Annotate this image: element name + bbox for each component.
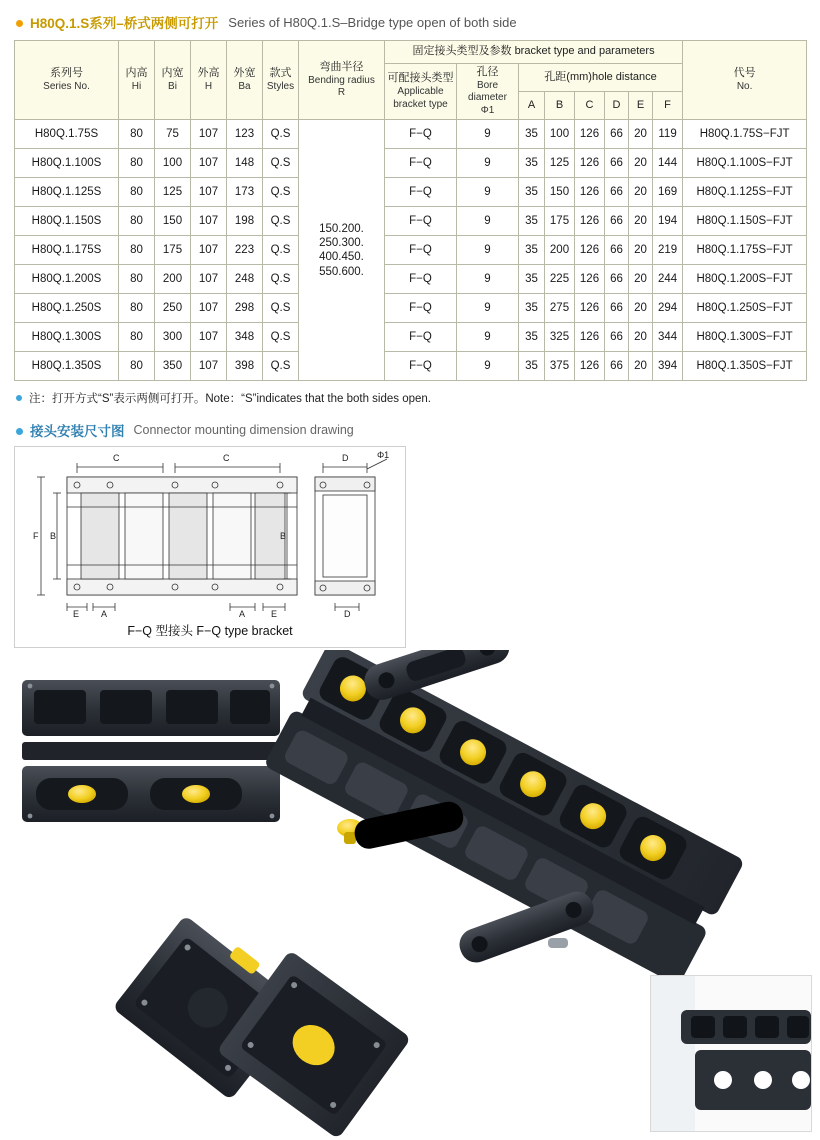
cell-series: H80Q.1.350S bbox=[15, 352, 119, 381]
th-e: E bbox=[629, 92, 653, 120]
th-series-en: Series No. bbox=[43, 80, 90, 92]
cell-b: 100 bbox=[545, 120, 575, 149]
cell-styles: Q.S bbox=[263, 236, 299, 265]
chain-segment-flat bbox=[22, 680, 280, 822]
th-bi bbox=[155, 41, 191, 120]
table-row bbox=[15, 323, 807, 352]
th-no-cn: 代号 bbox=[733, 67, 756, 79]
cell-d: 66 bbox=[605, 178, 629, 207]
th-bore-en: Bore diameter bbox=[468, 79, 507, 104]
cell-hi: 80 bbox=[119, 352, 155, 381]
bullet-icon bbox=[16, 20, 23, 27]
cell-ba: 223 bbox=[227, 236, 263, 265]
cell-styles: Q.S bbox=[263, 178, 299, 207]
cell-styles: Q.S bbox=[263, 149, 299, 178]
dim-label-e-left: E bbox=[73, 609, 80, 620]
cell-e: 20 bbox=[629, 178, 653, 207]
cell-bore: 9 bbox=[457, 207, 519, 236]
cell-series: H80Q.1.150S bbox=[15, 207, 119, 236]
th-bi-en: Bi bbox=[168, 80, 177, 92]
cell-bracket: F−Q bbox=[385, 149, 457, 178]
cell-a: 35 bbox=[519, 265, 545, 294]
bend-line-3: 400.450. bbox=[319, 251, 364, 264]
cell-bi: 350 bbox=[155, 352, 191, 381]
th-no-en: No. bbox=[736, 80, 753, 92]
cell-no: H80Q.1.200S−FJT bbox=[683, 265, 807, 294]
cell-hi: 80 bbox=[119, 265, 155, 294]
cell-bore: 9 bbox=[457, 323, 519, 352]
cell-bore: 9 bbox=[457, 236, 519, 265]
cell-styles: Q.S bbox=[263, 294, 299, 323]
cell-f: 344 bbox=[653, 323, 683, 352]
cell-bore: 9 bbox=[457, 120, 519, 149]
cell-bracket: F−Q bbox=[385, 323, 457, 352]
th-bend-r: R bbox=[337, 87, 346, 98]
cell-ba: 123 bbox=[227, 120, 263, 149]
dim-label-d-top: D bbox=[342, 453, 349, 464]
cell-bore: 9 bbox=[457, 149, 519, 178]
cell-d: 66 bbox=[605, 352, 629, 381]
th-hole-cn: 孔距(mm) bbox=[544, 70, 592, 83]
bullet-icon bbox=[16, 428, 23, 435]
th-bore-phi: Φ1 bbox=[480, 104, 495, 116]
th-series bbox=[15, 41, 119, 120]
cell-bracket: F−Q bbox=[385, 294, 457, 323]
cell-bi: 250 bbox=[155, 294, 191, 323]
cell-e: 20 bbox=[629, 352, 653, 381]
cell-bracket: F−Q bbox=[385, 236, 457, 265]
cell-c: 126 bbox=[575, 294, 605, 323]
table-head bbox=[15, 41, 807, 120]
th-hole-en: hole distance bbox=[591, 70, 657, 83]
cell-hi: 80 bbox=[119, 236, 155, 265]
th-hi-en: Hi bbox=[131, 80, 142, 92]
cell-h: 107 bbox=[191, 149, 227, 178]
cell-b: 175 bbox=[545, 207, 575, 236]
dim-label-d-bottom: D bbox=[344, 609, 351, 620]
th-bi-cn: 内宽 bbox=[161, 67, 184, 79]
cell-c: 126 bbox=[575, 323, 605, 352]
th-styles bbox=[263, 41, 299, 120]
table-row bbox=[15, 265, 807, 294]
dim-label-a-left: A bbox=[101, 609, 108, 620]
dim-label-c-right: C bbox=[223, 453, 230, 464]
inset-illustration bbox=[651, 976, 811, 1131]
cell-d: 66 bbox=[605, 120, 629, 149]
th-h bbox=[191, 41, 227, 120]
th-c: C bbox=[575, 92, 605, 120]
cell-hi: 80 bbox=[119, 149, 155, 178]
title-chinese: H80Q.1.S系列–桥式两侧可打开 bbox=[30, 16, 219, 31]
cell-bi: 200 bbox=[155, 265, 191, 294]
cell-bracket: F−Q bbox=[385, 352, 457, 381]
cell-h: 107 bbox=[191, 207, 227, 236]
cell-ba: 398 bbox=[227, 352, 263, 381]
cell-a: 35 bbox=[519, 120, 545, 149]
cell-bore: 9 bbox=[457, 178, 519, 207]
cell-f: 169 bbox=[653, 178, 683, 207]
cell-h: 107 bbox=[191, 294, 227, 323]
th-bracket-group bbox=[385, 41, 683, 64]
cell-d: 66 bbox=[605, 207, 629, 236]
cell-b: 150 bbox=[545, 178, 575, 207]
th-a: A bbox=[519, 92, 545, 120]
cell-bracket: F−Q bbox=[385, 178, 457, 207]
th-bend-cn: 弯曲半径 bbox=[319, 60, 364, 73]
th-no bbox=[683, 41, 807, 120]
cell-a: 35 bbox=[519, 149, 545, 178]
th-bracket-group-en: bracket type and parameters bbox=[514, 45, 655, 58]
cell-bracket: F−Q bbox=[385, 207, 457, 236]
cell-a: 35 bbox=[519, 178, 545, 207]
th-bracket-type-en: Applicable bracket type bbox=[393, 86, 448, 110]
cell-e: 20 bbox=[629, 149, 653, 178]
cell-series: H80Q.1.200S bbox=[15, 265, 119, 294]
section2-title-en: Connector mounting dimension drawing bbox=[133, 423, 354, 438]
table-row bbox=[15, 294, 807, 323]
cell-series: H80Q.1.250S bbox=[15, 294, 119, 323]
cell-h: 107 bbox=[191, 178, 227, 207]
cell-e: 20 bbox=[629, 207, 653, 236]
cell-c: 126 bbox=[575, 207, 605, 236]
cell-b: 225 bbox=[545, 265, 575, 294]
cell-bi: 100 bbox=[155, 149, 191, 178]
chain-link-plate bbox=[360, 650, 514, 704]
page-title bbox=[0, 0, 820, 40]
cell-styles: Q.S bbox=[263, 207, 299, 236]
cell-e: 20 bbox=[629, 323, 653, 352]
title-english: Series of H80Q.1.S–Bridge type open of both side bbox=[228, 14, 517, 30]
connector-drawing bbox=[14, 446, 406, 648]
cell-f: 119 bbox=[653, 120, 683, 149]
cell-bending-radius bbox=[299, 120, 385, 381]
th-b: B bbox=[545, 92, 575, 120]
cell-no: H80Q.1.300S−FJT bbox=[683, 323, 807, 352]
cell-bi: 75 bbox=[155, 120, 191, 149]
cell-c: 126 bbox=[575, 265, 605, 294]
cell-c: 126 bbox=[575, 352, 605, 381]
cell-ba: 148 bbox=[227, 149, 263, 178]
th-hole-distance-group bbox=[519, 64, 683, 92]
cell-c: 126 bbox=[575, 178, 605, 207]
cell-b: 325 bbox=[545, 323, 575, 352]
cell-a: 35 bbox=[519, 352, 545, 381]
cell-c: 126 bbox=[575, 120, 605, 149]
th-h-cn: 外高 bbox=[197, 67, 220, 79]
small-part bbox=[548, 938, 568, 948]
cell-d: 66 bbox=[605, 236, 629, 265]
cell-f: 294 bbox=[653, 294, 683, 323]
th-ba-cn: 外宽 bbox=[233, 67, 256, 79]
th-bore-cn: 孔径 bbox=[476, 66, 499, 78]
th-styles-cn: 款式 bbox=[269, 67, 292, 79]
cell-ba: 298 bbox=[227, 294, 263, 323]
cell-f: 194 bbox=[653, 207, 683, 236]
cell-ba: 198 bbox=[227, 207, 263, 236]
th-bracket-type bbox=[385, 64, 457, 120]
cell-hi: 80 bbox=[119, 207, 155, 236]
cell-d: 66 bbox=[605, 294, 629, 323]
table-row bbox=[15, 352, 807, 381]
cell-no: H80Q.1.250S−FJT bbox=[683, 294, 807, 323]
cell-no: H80Q.1.175S−FJT bbox=[683, 236, 807, 265]
product-photo-area bbox=[0, 650, 820, 1140]
cell-styles: Q.S bbox=[263, 323, 299, 352]
cell-b: 200 bbox=[545, 236, 575, 265]
cell-a: 35 bbox=[519, 207, 545, 236]
cell-bracket: F−Q bbox=[385, 265, 457, 294]
cell-bi: 150 bbox=[155, 207, 191, 236]
cell-d: 66 bbox=[605, 265, 629, 294]
cell-series: H80Q.1.100S bbox=[15, 149, 119, 178]
table-row bbox=[15, 236, 807, 265]
cell-series: H80Q.1.175S bbox=[15, 236, 119, 265]
cell-hi: 80 bbox=[119, 294, 155, 323]
cell-a: 35 bbox=[519, 323, 545, 352]
th-hi-cn: 内高 bbox=[125, 67, 148, 79]
cell-no: H80Q.1.75S−FJT bbox=[683, 120, 807, 149]
cell-b: 125 bbox=[545, 149, 575, 178]
cell-bi: 300 bbox=[155, 323, 191, 352]
cell-h: 107 bbox=[191, 265, 227, 294]
cell-bore: 9 bbox=[457, 352, 519, 381]
inset-photo bbox=[650, 975, 812, 1132]
th-styles-en: Styles bbox=[266, 80, 295, 92]
cell-bracket: F−Q bbox=[385, 120, 457, 149]
table-body bbox=[15, 120, 807, 381]
bend-line-1: 150.200. bbox=[319, 222, 364, 235]
cell-h: 107 bbox=[191, 120, 227, 149]
cell-f: 219 bbox=[653, 236, 683, 265]
cell-series: H80Q.1.125S bbox=[15, 178, 119, 207]
cell-f: 394 bbox=[653, 352, 683, 381]
cell-f: 144 bbox=[653, 149, 683, 178]
cell-ba: 248 bbox=[227, 265, 263, 294]
cell-a: 35 bbox=[519, 294, 545, 323]
cell-b: 375 bbox=[545, 352, 575, 381]
dim-label-phi1: Φ1 bbox=[377, 450, 390, 461]
cell-h: 107 bbox=[191, 352, 227, 381]
th-bore bbox=[457, 64, 519, 120]
cell-hi: 80 bbox=[119, 178, 155, 207]
cell-styles: Q.S bbox=[263, 265, 299, 294]
th-hi bbox=[119, 41, 155, 120]
spec-table-wrapper bbox=[0, 40, 820, 381]
bend-line-4: 550.600. bbox=[319, 265, 364, 278]
cell-hi: 80 bbox=[119, 120, 155, 149]
cell-bore: 9 bbox=[457, 294, 519, 323]
cell-no: H80Q.1.125S−FJT bbox=[683, 178, 807, 207]
bend-line-2: 250.300. bbox=[319, 236, 364, 249]
table-row bbox=[15, 149, 807, 178]
table-row bbox=[15, 178, 807, 207]
cell-bi: 125 bbox=[155, 178, 191, 207]
cell-a: 35 bbox=[519, 236, 545, 265]
note-text: 注：打开方式“S”表示两侧可打开。Note：“S”indicates that the both sides open. bbox=[29, 393, 431, 406]
cell-h: 107 bbox=[191, 236, 227, 265]
cell-bi: 175 bbox=[155, 236, 191, 265]
cell-series: H80Q.1.75S bbox=[15, 120, 119, 149]
header-row-1 bbox=[15, 41, 807, 64]
cell-f: 244 bbox=[653, 265, 683, 294]
cell-e: 20 bbox=[629, 236, 653, 265]
cell-styles: Q.S bbox=[263, 352, 299, 381]
dim-label-b-left: B bbox=[50, 531, 57, 542]
th-h-en: H bbox=[204, 80, 213, 92]
cell-no: H80Q.1.100S−FJT bbox=[683, 149, 807, 178]
cell-styles: Q.S bbox=[263, 120, 299, 149]
cell-c: 126 bbox=[575, 149, 605, 178]
cell-ba: 348 bbox=[227, 323, 263, 352]
th-ba-en: Ba bbox=[238, 80, 251, 92]
th-ba bbox=[227, 41, 263, 120]
dim-label-f: F bbox=[33, 531, 39, 542]
spec-table bbox=[14, 40, 807, 381]
cell-hi: 80 bbox=[119, 323, 155, 352]
cell-series: H80Q.1.300S bbox=[15, 323, 119, 352]
cell-b: 275 bbox=[545, 294, 575, 323]
dim-label-e-right: E bbox=[271, 609, 278, 620]
section2-title-cn: 接头安装尺寸图 bbox=[30, 424, 125, 440]
cell-d: 66 bbox=[605, 149, 629, 178]
cell-no: H80Q.1.150S−FJT bbox=[683, 207, 807, 236]
th-bracket-group-cn: 固定接头类型及参数 bbox=[412, 45, 512, 58]
th-bend-en: Bending radius bbox=[308, 74, 375, 86]
dim-label-b-right: B bbox=[280, 531, 287, 542]
cell-bore: 9 bbox=[457, 265, 519, 294]
cell-d: 66 bbox=[605, 323, 629, 352]
note-bullet-icon bbox=[16, 395, 22, 401]
section-connector-drawing-title bbox=[0, 406, 820, 446]
dim-label-a-right: A bbox=[239, 609, 246, 620]
cell-h: 107 bbox=[191, 323, 227, 352]
th-series-cn: 系列号 bbox=[50, 67, 83, 79]
cell-c: 126 bbox=[575, 236, 605, 265]
dim-label-c-left: C bbox=[113, 453, 120, 464]
cell-no: H80Q.1.350S−FJT bbox=[683, 352, 807, 381]
cell-e: 20 bbox=[629, 265, 653, 294]
table-note bbox=[0, 381, 820, 406]
th-bracket-type-cn: 可配接头类型 bbox=[387, 72, 454, 85]
cell-e: 20 bbox=[629, 294, 653, 323]
th-d: D bbox=[605, 92, 629, 120]
cell-e: 20 bbox=[629, 120, 653, 149]
th-f: F bbox=[653, 92, 683, 120]
th-bending-radius bbox=[299, 41, 385, 120]
drawing-caption: F−Q 型接头 F−Q type bracket bbox=[127, 624, 293, 639]
table-row bbox=[15, 207, 807, 236]
table-row bbox=[15, 120, 807, 149]
cell-ba: 173 bbox=[227, 178, 263, 207]
